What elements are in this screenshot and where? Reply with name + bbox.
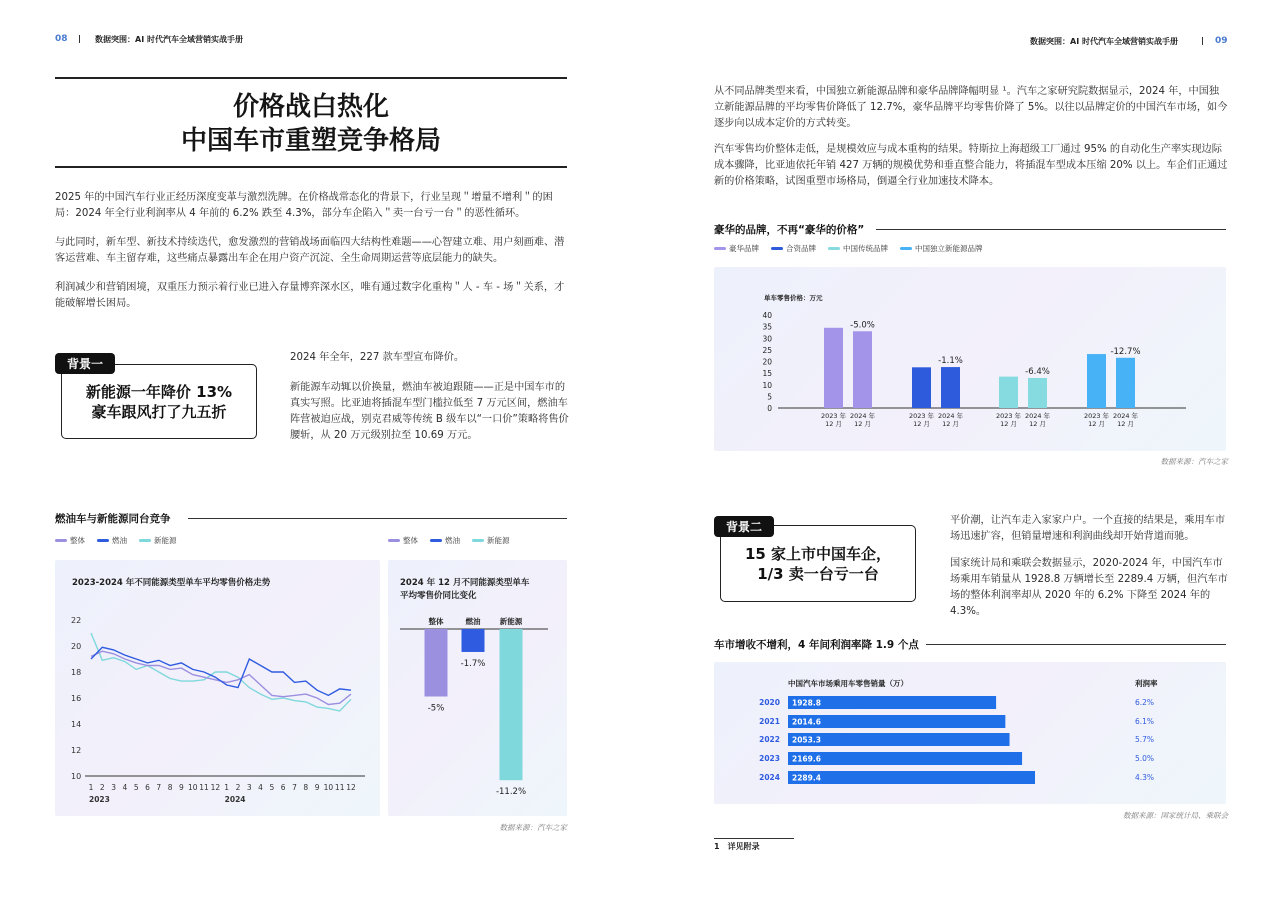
trend-line-chart <box>55 560 380 816</box>
brand-bar <box>912 367 931 408</box>
brand-change-label: -5.0% <box>850 320 875 331</box>
trend-x-tick: 9 <box>179 783 184 792</box>
page-title-line2: 中国车市重塑竞争格局 <box>180 126 441 156</box>
trend-x-tick: 5 <box>133 783 139 792</box>
yoy-category-label: 燃油 <box>465 617 481 626</box>
trend-x-tick: 6 <box>145 783 150 792</box>
sales-bar-chart <box>714 662 1226 804</box>
trend-x-tick: 3 <box>246 783 252 792</box>
yoy-category-label: 新能源 <box>499 617 523 626</box>
trend-line-overall <box>91 651 351 704</box>
page-title-line1: 价格战白热化 <box>232 92 389 122</box>
brand-x-tick: 2024 年 <box>1112 412 1139 420</box>
legend-item-overall: 整体 <box>388 535 418 546</box>
trend-x-tick: 2 <box>99 783 105 792</box>
sales-year-label: 2021 <box>759 717 780 726</box>
trend-line-nev <box>91 633 351 711</box>
sales-chart-panel <box>714 662 1226 804</box>
legend-item-luxury: 豪华品牌 <box>714 243 759 254</box>
sales-chart-title: 中国汽车市场乘用车零售销量（万） <box>788 679 908 688</box>
brand-change-label: -1.1% <box>938 356 963 367</box>
brand-y-tick: 35 <box>762 322 772 332</box>
trend-x-tick: 7 <box>292 783 297 792</box>
yoy-bar <box>462 629 485 652</box>
trend-x-tick: 12 <box>346 783 356 792</box>
trend-x-tick: 12 <box>210 783 221 792</box>
legend-item-cn-traditional: 中国传统品牌 <box>828 243 888 254</box>
brand-section-title: 豪华的品牌，不再“豪华的价格” <box>714 224 865 236</box>
footnote: 1 详见附录 <box>714 842 760 851</box>
left-page-number: 08 <box>55 34 68 44</box>
trend-legend <box>55 535 177 546</box>
brand-chart-panel <box>714 267 1226 451</box>
left-source-note: 数据来源：汽车之家 <box>499 823 567 832</box>
legend-item-fuel: 燃油 <box>97 535 127 546</box>
background1-paragraph-2: 新能源车动辄以价换量，燃油车被迫跟随——正是中国车市的真实写照。比亚迪将插混车型门槛拉低至 7 万元区间，燃油车阵营被迫应战，别克君威等传统 B 级车以“一口价”策略将售价腰斩，从 20 万元级别拉至 10.69 万元。 <box>290 382 569 441</box>
left-section-title: 燃油车与新能源同台竞争 <box>55 513 171 525</box>
sales-year-label: 2023 <box>759 754 780 763</box>
sales-section-rule <box>926 644 1226 645</box>
brand-bar <box>1087 354 1106 408</box>
brand-x-tick: 2023 年 <box>820 412 847 420</box>
background2-paragraph-1: 平价潮，让汽车走入家家户户。一个直接的结果是，乘用车市场迅速扩容，但销量增速和利润曲线却开始背道而驰。 <box>950 515 1226 542</box>
profit-rate-value: 6.1% <box>1135 717 1155 726</box>
intro-paragraph-2: 与此同时，新车型、新技术持续迭代，愈发激烈的营销战场面临四大结构性难题——心智建立难、用户刻画难、潜客运营难、车主留存难，这些痛点暴露出车企在用户资产沉淀、全生命周期运营等底层能力的缺失。 <box>55 237 565 264</box>
yoy-chart-title-line1: 2024 年 12 月不同能源类型单车 <box>400 578 530 588</box>
profit-rate-value: 6.2% <box>1135 698 1155 707</box>
trend-y-tick: 20 <box>71 642 82 651</box>
brand-bar <box>941 367 960 408</box>
legend-item-overall: 整体 <box>55 535 85 546</box>
sales-year-label: 2024 <box>759 773 780 782</box>
yoy-category-label: 整体 <box>428 617 444 626</box>
brand-y-tick: 25 <box>762 345 772 355</box>
background1-tag: 背景一 <box>55 353 115 374</box>
trend-x-tick: 11 <box>334 783 345 792</box>
trend-x-tick: 2 <box>235 783 241 792</box>
title-top-rule <box>55 77 567 79</box>
trend-x-tick: 8 <box>303 783 309 792</box>
background1-line1: 新能源一年降价 13% <box>85 383 233 401</box>
brand-y-tick: 30 <box>762 334 772 344</box>
brand-y-tick: 0 <box>767 404 772 413</box>
brand-x-tick: 2024 年 <box>1024 412 1051 420</box>
yoy-legend <box>388 535 510 546</box>
brand-bar <box>1028 378 1047 408</box>
profit-rate-title: 利润率 <box>1135 679 1158 688</box>
brand-bar <box>1116 358 1135 408</box>
trend-y-tick: 12 <box>71 746 82 755</box>
legend-item-jv: 合资品牌 <box>771 243 816 254</box>
sales-source-note: 数据来源：国家统计局、乘联会 <box>1123 811 1228 820</box>
trend-x-tick: 8 <box>167 783 173 792</box>
trend-x-tick: 4 <box>258 783 263 792</box>
brand-y-tick: 15 <box>762 369 772 379</box>
trend-x-tick: 9 <box>314 783 320 792</box>
brand-bar <box>824 328 843 408</box>
brand-x-tick-sub: 12 月 <box>1000 420 1017 428</box>
sales-section-title: 车市增收不增利，4 年间利润率降 1.9 个点 <box>714 639 919 651</box>
sales-bar <box>788 733 1010 746</box>
brand-x-tick-sub: 12 月 <box>1029 420 1046 428</box>
background1-paragraph-1: 2024 年全年，227 款车型宣布降价。 <box>290 352 465 363</box>
background1-line2: 豪车跟风打了九五折 <box>91 403 227 421</box>
sales-value-label: 2289.4 <box>792 773 821 783</box>
trend-y-tick: 10 <box>71 772 82 781</box>
sales-value-label: 1928.8 <box>792 698 821 708</box>
yoy-value-label: -5% <box>427 703 445 714</box>
brand-y-tick: 10 <box>762 380 772 390</box>
yoy-value-label: -1.7% <box>460 658 486 669</box>
legend-item-fuel: 燃油 <box>430 535 460 546</box>
brand-y-tick: 40 <box>762 311 772 320</box>
sales-year-label: 2020 <box>759 698 780 707</box>
right-paragraph-1: 从不同品牌类型来看，中国独立新能源品牌和豪华品牌降幅明显 ¹。汽车之家研究院数据显示，2024 年，中国独立新能源品牌的平均零售价降低了 12.7%，豪华品牌平均零售价降了 5%。以往以品牌定价的中国汽车市场，如今逐步向以成本定价的方式转变。 <box>714 86 1228 129</box>
brand-chart-ylabel: 单车零售价格：万元 <box>764 294 823 302</box>
trend-x-tick: 10 <box>323 783 334 792</box>
brand-y-tick: 20 <box>762 357 772 367</box>
brand-x-tick-sub: 12 月 <box>913 420 930 428</box>
brand-source-note: 数据来源：汽车之家 <box>1160 457 1228 466</box>
trend-y-tick: 18 <box>71 668 82 677</box>
background2-line2: 1/3 卖一台亏一台 <box>757 565 879 583</box>
trend-x-tick: 10 <box>187 783 198 792</box>
brand-bar <box>999 377 1018 408</box>
trend-x-tick: 11 <box>199 783 209 792</box>
trend-y-tick: 14 <box>71 720 82 729</box>
yoy-bar <box>425 629 448 697</box>
brand-x-tick: 2024 年 <box>937 412 964 420</box>
brand-change-label: -12.7% <box>1110 346 1141 357</box>
trend-x-tick: 7 <box>156 783 162 792</box>
trend-x-tick: 6 <box>280 783 286 792</box>
yoy-bar <box>500 629 523 780</box>
brand-y-tick: 5 <box>767 392 772 402</box>
background2-line1: 15 家上市中国车企， <box>744 545 892 563</box>
yoy-chart-title-line2: 平均零售价同比变化 <box>400 591 477 601</box>
title-bottom-rule <box>55 166 567 168</box>
left-section-rule <box>188 518 567 519</box>
background2-paragraph-2: 国家统计局和乘联会数据显示，2020-2024 年，中国汽车市场乘用车销量从 1928.8 万辆增长至 2289.4 万辆，但汽车市场的整体利润率却从 2020 年的 6.2% 下降至 2024 年的 4.3%。 <box>950 558 1228 617</box>
trend-y-tick: 22 <box>71 616 82 625</box>
header-divider <box>1202 37 1203 45</box>
yoy-bar-chart <box>388 560 567 816</box>
profit-rate-value: 4.3% <box>1135 773 1155 782</box>
trend-x-tick: 1 <box>88 783 94 792</box>
brand-change-label: -6.4% <box>1025 367 1050 378</box>
background1-callout <box>61 364 257 439</box>
sales-bar <box>788 771 1035 784</box>
brand-x-tick-sub: 12 月 <box>1088 420 1105 428</box>
brand-x-tick: 2024 年 <box>849 412 876 420</box>
trend-x-tick: 3 <box>111 783 116 792</box>
trend-x-tick: 4 <box>122 783 128 792</box>
legend-item-nev: 新能源 <box>472 535 510 546</box>
intro-paragraph-1: 2025 年的中国汽车行业正经历深度变革与激烈洗牌。在价格战常态化的背景下，行业呈现＂增量不增利＂的困局：2024 年全行业利润率从 4 年前的 6.2% 跌至 4.3%，部分车企陷入＂卖一台亏一台＂的恶性循环。 <box>55 192 553 219</box>
right-header-title: 数据突围：AI 时代汽车全域营销实战手册 <box>1030 37 1178 46</box>
header-divider <box>79 35 80 43</box>
yoy-value-label: -11.2% <box>495 787 527 798</box>
brand-bar <box>853 331 872 408</box>
profit-rate-value: 5.7% <box>1135 735 1155 744</box>
yoy-chart-panel <box>388 560 567 816</box>
page-title <box>55 90 567 158</box>
sales-value-label: 2169.6 <box>792 754 821 764</box>
trend-year-label: 2023 <box>89 795 110 804</box>
trend-chart-panel <box>55 560 380 816</box>
brand-section-rule <box>876 229 1226 230</box>
trend-chart-title: 2023-2024 年不同能源类型单车平均零售价格走势 <box>72 578 271 588</box>
legend-item-nev: 新能源 <box>139 535 177 546</box>
left-header-title: 数据突围：AI 时代汽车全域营销实战手册 <box>95 35 243 44</box>
background2-tag: 背景二 <box>714 516 774 537</box>
brand-x-tick-sub: 12 月 <box>825 420 842 428</box>
sales-year-label: 2022 <box>759 735 780 744</box>
brand-x-tick-sub: 12 月 <box>1117 420 1134 428</box>
brand-x-tick-sub: 12 月 <box>854 420 871 428</box>
trend-y-tick: 16 <box>71 694 82 703</box>
footnote-rule <box>714 838 794 839</box>
sales-bar <box>788 752 1022 765</box>
trend-x-tick: 5 <box>269 783 275 792</box>
brand-x-tick-sub: 12 月 <box>942 420 959 428</box>
trend-x-tick: 1 <box>224 783 230 792</box>
right-paragraph-2: 汽车零售均价整体走低，是规模效应与成本重构的结果。特斯拉上海超级工厂通过 95% 的自动化生产率实现边际成本骤降，比亚迪依托年销 427 万辆的规模优势和垂直整合能力，将插混车型成本压缩 20% 以上。车企们正通过新的价格策略，试图重塑市场格局，倒逼全行业加速技术降本。 <box>714 144 1228 187</box>
trend-year-label: 2024 <box>224 795 246 804</box>
profit-rate-value: 5.0% <box>1135 754 1155 763</box>
right-page-number: 09 <box>1215 36 1228 46</box>
brand-legend <box>714 243 983 254</box>
sales-value-label: 2053.3 <box>792 735 821 745</box>
brand-x-tick: 2023 年 <box>1083 412 1110 420</box>
brand-bar-chart <box>714 267 1226 451</box>
brand-x-tick: 2023 年 <box>908 412 935 420</box>
sales-value-label: 2014.6 <box>792 717 821 727</box>
intro-paragraph-3: 利润减少和营销困境，双重压力预示着行业已进入存量博弈深水区，唯有通过数字化重构＂人 - 车 - 场＂关系，才能破解增长困局。 <box>55 282 565 309</box>
brand-x-tick: 2023 年 <box>995 412 1022 420</box>
legend-item-cn-nev: 中国独立新能源品牌 <box>900 243 983 254</box>
